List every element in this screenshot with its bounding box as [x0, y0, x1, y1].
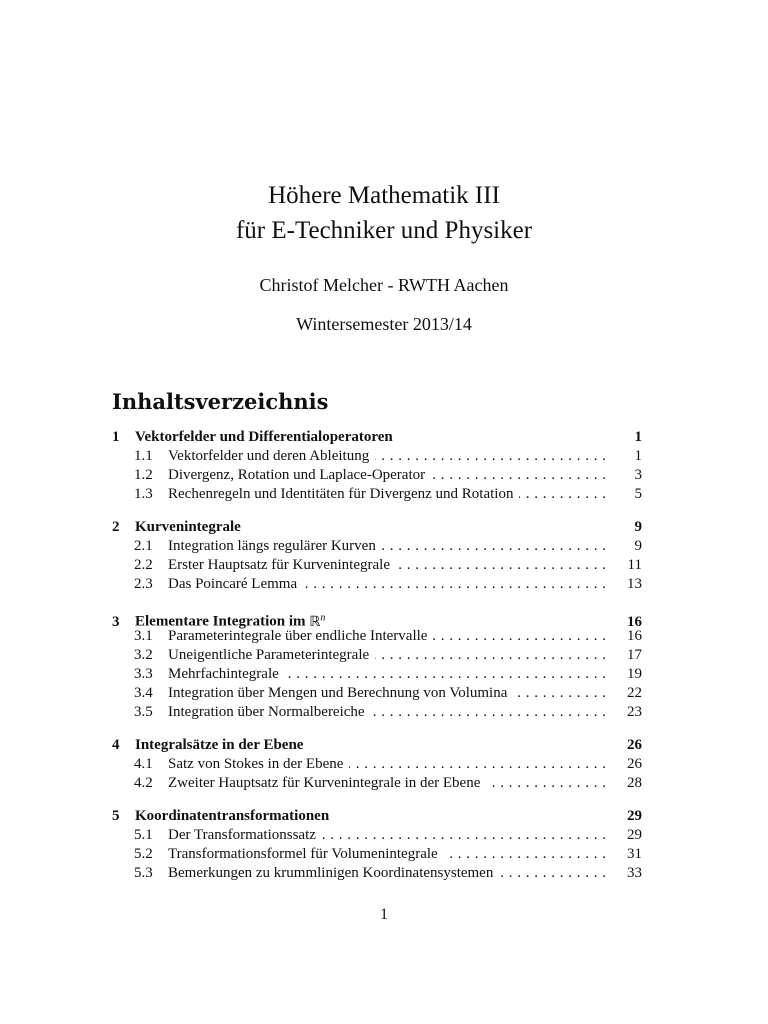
- toc-section-entry[interactable]: [112, 864, 642, 883]
- section-title: Integration über Normalbereiche: [168, 704, 365, 720]
- toc-chapter-2: [112, 518, 642, 594]
- chapter-title: Integralsätze in der Ebene: [135, 737, 304, 753]
- chapter-title: Kurvenintegrale: [135, 519, 241, 535]
- toc-chapter-1: [112, 428, 642, 504]
- section-page: 19: [627, 666, 642, 682]
- section-number: 3.3: [134, 666, 153, 682]
- dot-leader: [396, 556, 606, 575]
- chapter-page: 9: [634, 519, 642, 535]
- toc-section-entry[interactable]: [112, 575, 642, 594]
- dot-leader: [486, 774, 606, 793]
- section-number: 2.1: [134, 538, 153, 554]
- section-title: Das Poincaré Lemma: [168, 576, 298, 592]
- toc-heading: Inhaltsverzeichnis: [112, 389, 329, 414]
- toc-chapter-5: [112, 807, 642, 883]
- section-number: 5.3: [134, 865, 153, 881]
- dimension-superscript: n: [320, 612, 326, 623]
- section-title: Erster Hauptsatz für Kurvenintegrale: [168, 557, 390, 573]
- section-number: 3.5: [134, 704, 153, 720]
- section-page: 26: [627, 756, 642, 772]
- chapter-page: 29: [627, 808, 642, 824]
- toc-section-entry[interactable]: [112, 665, 642, 684]
- toc-chapter-4: [112, 736, 642, 793]
- section-title: Zweiter Hauptsatz für Kurvenintegrale in der Ebene: [168, 775, 481, 791]
- real-numbers-glyph: ℝ: [309, 613, 321, 630]
- section-number: 4.1: [134, 756, 153, 772]
- toc-chapter-entry[interactable]: [112, 518, 642, 537]
- chapter-number: 3: [112, 613, 120, 630]
- chapter-number: 1: [112, 429, 120, 445]
- chapter-number: 4: [112, 737, 120, 753]
- section-page: 9: [634, 538, 642, 554]
- section-page: 22: [627, 685, 642, 701]
- toc-section-entry[interactable]: [112, 627, 642, 646]
- section-page: 3: [634, 467, 642, 483]
- section-number: 1.1: [134, 448, 153, 464]
- chapter-page: 1: [634, 429, 642, 445]
- page-number: 1: [380, 906, 388, 923]
- toc-section-entry[interactable]: [112, 556, 642, 575]
- section-title: Transformationsformel für Volumenintegrale: [168, 846, 438, 862]
- toc-chapter-3: [112, 608, 642, 722]
- table-of-contents: [112, 428, 642, 897]
- toc-section-entry[interactable]: [112, 646, 642, 665]
- dot-leader: [375, 646, 606, 665]
- section-title: Integration längs regulärer Kurven: [168, 538, 376, 554]
- section-page: 31: [627, 846, 642, 862]
- section-title: Parameterintegrale über endliche Intervalle: [168, 628, 428, 644]
- dot-leader: [303, 575, 606, 594]
- toc-section-entry[interactable]: [112, 826, 642, 845]
- section-title: Satz von Stokes in der Ebene: [168, 756, 344, 772]
- dot-leader: [431, 466, 606, 485]
- chapter-number: 5: [112, 808, 120, 824]
- section-number: 1.3: [134, 486, 153, 502]
- dot-leader: [433, 627, 606, 646]
- toc-section-entry[interactable]: [112, 537, 642, 556]
- section-title: Rechenregeln und Identitäten für Divergenz und Rotation: [168, 486, 514, 502]
- section-page: 16: [627, 628, 642, 644]
- section-page: 17: [627, 647, 642, 663]
- section-page: 33: [627, 865, 642, 881]
- section-number: 2.2: [134, 557, 153, 573]
- section-number: 3.4: [134, 685, 153, 701]
- toc-section-entry[interactable]: [112, 684, 642, 703]
- toc-section-entry[interactable]: [112, 466, 642, 485]
- dot-leader: [285, 665, 606, 684]
- author-line: Christof Melcher - RWTH Aachen: [259, 275, 509, 295]
- section-title: Bemerkungen zu krummlinigen Koordinatensystemen: [168, 865, 494, 881]
- toc-chapter-entry[interactable]: [112, 736, 642, 755]
- chapter-title-text: Elementare Integration im: [135, 613, 306, 630]
- section-number: 1.2: [134, 467, 153, 483]
- section-number: 5.2: [134, 846, 153, 862]
- document-title: [0, 178, 768, 248]
- dot-leader: [444, 845, 606, 864]
- toc-section-entry[interactable]: [112, 845, 642, 864]
- chapter-title: Koordinatentransformationen: [135, 808, 330, 824]
- section-page: 13: [627, 576, 642, 592]
- dot-leader: [349, 755, 606, 774]
- semester-line: Wintersemester 2013/14: [296, 314, 472, 334]
- section-title: Mehrfachintegrale: [168, 666, 279, 682]
- section-number: 5.1: [134, 827, 153, 843]
- section-title: Vektorfelder und deren Ableitung: [168, 448, 370, 464]
- section-number: 3.2: [134, 647, 153, 663]
- dot-leader: [519, 485, 606, 504]
- toc-section-entry[interactable]: [112, 755, 642, 774]
- toc-section-entry[interactable]: [112, 447, 642, 466]
- section-page: 29: [627, 827, 642, 843]
- toc-section-entry[interactable]: [112, 485, 642, 504]
- chapter-page: 16: [627, 613, 642, 630]
- toc-section-entry[interactable]: [112, 703, 642, 722]
- chapter-title: Vektorfelder und Differentialoperatoren: [135, 429, 393, 445]
- dot-leader: [499, 864, 606, 883]
- section-title: Divergenz, Rotation und Laplace-Operator: [168, 467, 426, 483]
- dot-leader: [322, 826, 606, 845]
- section-title: Der Transformationssatz: [168, 827, 316, 843]
- section-number: 4.2: [134, 775, 153, 791]
- toc-chapter-entry[interactable]: [112, 807, 642, 826]
- section-page: 23: [627, 704, 642, 720]
- title-line-1: Höhere Mathematik III: [268, 182, 500, 209]
- section-page: 28: [627, 775, 642, 791]
- section-page: 1: [634, 448, 642, 464]
- section-number: 3.1: [134, 628, 153, 644]
- title-line-2: für E-Techniker und Physiker: [235, 217, 533, 244]
- dot-leader: [371, 703, 606, 722]
- section-title: Uneigentliche Parameterintegrale: [168, 647, 370, 663]
- section-title: Integration über Mengen und Berechnung von Volumina: [168, 685, 508, 701]
- chapter-number: 2: [112, 519, 120, 535]
- chapter-page: 26: [627, 737, 642, 753]
- dot-leader: [375, 447, 606, 466]
- section-page: 5: [634, 486, 642, 502]
- toc-chapter-entry[interactable]: [112, 428, 642, 447]
- dot-leader: [382, 537, 606, 556]
- section-number: 2.3: [134, 576, 153, 592]
- toc-chapter-entry[interactable]: [112, 608, 642, 630]
- dot-leader: [513, 684, 606, 703]
- toc-section-entry[interactable]: [112, 774, 642, 793]
- section-page: 11: [627, 557, 642, 573]
